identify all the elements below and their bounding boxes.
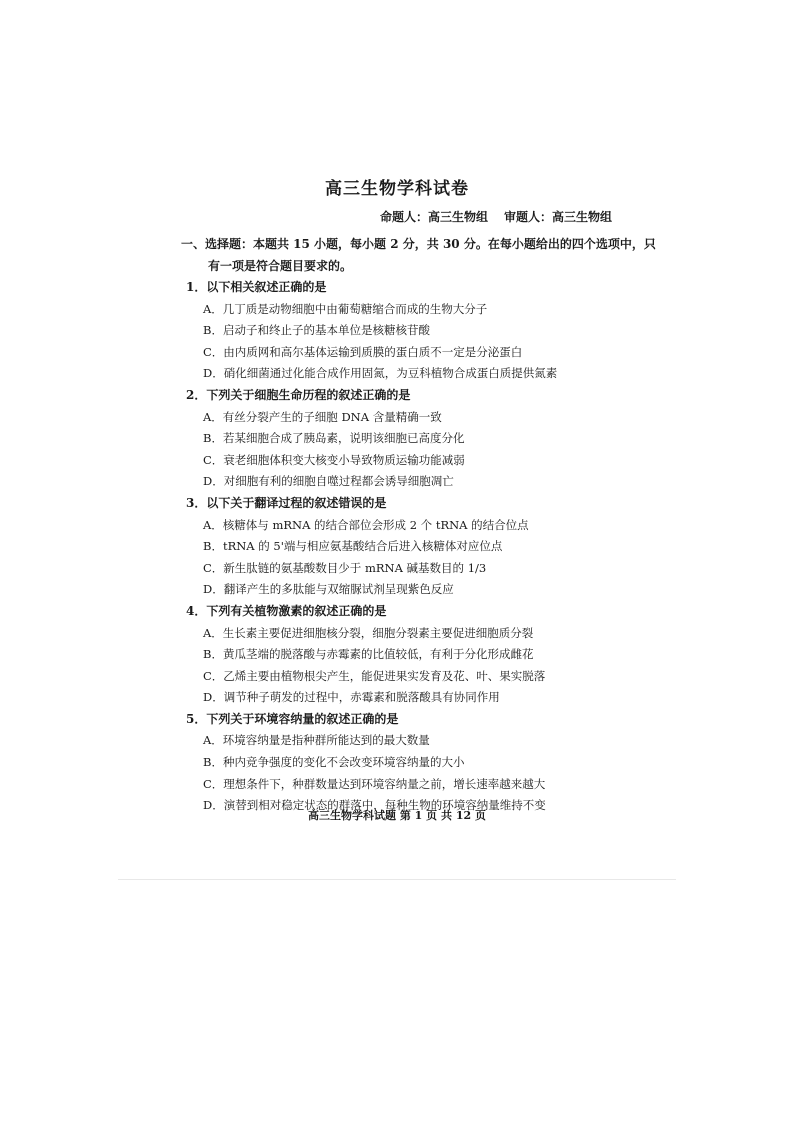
option-a: A．环境容纳量是指种群所能达到的最大数量 [203, 733, 430, 748]
question-3 [186, 493, 626, 601]
option-d: D．翻译产生的多肽能与双缩脲试剂呈现紫色反应 [203, 582, 454, 597]
option-b: B．启动子和终止子的基本单位是核糖核苷酸 [203, 323, 430, 338]
reviewer-label: 审题人：高三生物组 [503, 210, 612, 224]
option-d: D．对细胞有利的细胞自噬过程都会诱导细胞凋亡 [203, 474, 454, 489]
option-b: B．tRNA 的 5'端与相应氨基酸结合后进入核糖体对应位点 [203, 539, 503, 554]
option-d: D．演替到相对稳定状态的群落中，每种生物的环境容纳量维持不变 [203, 798, 546, 813]
page-footer: 高三生物学科试题 第 1 页 共 12 页 [308, 809, 486, 822]
option-a: A．有丝分裂产生的子细胞 DNA 含量精确一致 [203, 409, 442, 424]
question-1 [186, 277, 626, 385]
question-stem: 5．下列关于环境容纳量的叙述正确的是 [186, 711, 399, 726]
question-4 [186, 601, 626, 709]
section-heading-line-2: 有一项是符合题目要求的。 [208, 259, 353, 273]
option-c: C．由内质网和高尔基体运输到质膜的蛋白质不一定是分泌蛋白 [203, 344, 523, 359]
question-stem: 3．以下关于翻译过程的叙述错误的是 [186, 495, 387, 510]
option-a: A．生长素主要促进细胞核分裂，细胞分裂素主要促进细胞质分裂 [203, 625, 534, 640]
question-stem: 1．以下相关叙述正确的是 [186, 280, 327, 294]
setter-label: 命题人：高三生物组 [379, 210, 488, 224]
question-2 [186, 385, 626, 493]
question-stem: 4．下列有关植物激素的叙述正确的是 [186, 603, 387, 618]
question-list [186, 277, 626, 817]
option-b: B．黄瓜茎端的脱落酸与赤霉素的比值较低，有利于分化形成雌花 [203, 647, 534, 662]
option-c: C．理想条件下，种群数量达到环境容纳量之前，增长速率越来越大 [203, 776, 546, 791]
option-c: C．乙烯主要由植物根尖产生，能促进果实发育及花、叶、果实脱落 [203, 668, 546, 683]
option-d: D．调节种子萌发的过程中，赤霉素和脱落酸具有协同作用 [203, 690, 500, 705]
section-heading [181, 233, 656, 277]
option-a: A．几丁质是动物细胞中由葡萄糖缩合而成的生物大分子 [203, 301, 488, 316]
scan-edge-divider [118, 879, 676, 880]
option-b: B．种内竞争强度的变化不会改变环境容纳量的大小 [203, 755, 465, 770]
option-c: C．衰老细胞体积变大核变小导致物质运输功能减弱 [203, 452, 465, 467]
authors-line [380, 208, 612, 225]
question-stem: 2．下列关于细胞生命历程的叙述正确的是 [186, 387, 411, 402]
section-heading-line-1: 一、选择题：本题共 15 小题，每小题 2 分，共 30 分。在每小题给出的四个选项中，只 [181, 237, 656, 251]
option-a: A．核糖体与 mRNA 的结合部位会形成 2 个 tRNA 的结合位点 [203, 517, 529, 532]
option-d: D．硝化细菌通过化能合成作用固氮，为豆科植物合成蛋白质提供氮素 [203, 366, 558, 381]
option-c: C．新生肽链的氨基酸数目少于 mRNA 碱基数目的 1/3 [203, 560, 487, 575]
page-title: 高三生物学科试卷 [325, 179, 469, 199]
option-b: B．若某细胞合成了胰岛素，说明该细胞已高度分化 [203, 431, 465, 446]
question-5 [186, 709, 626, 817]
